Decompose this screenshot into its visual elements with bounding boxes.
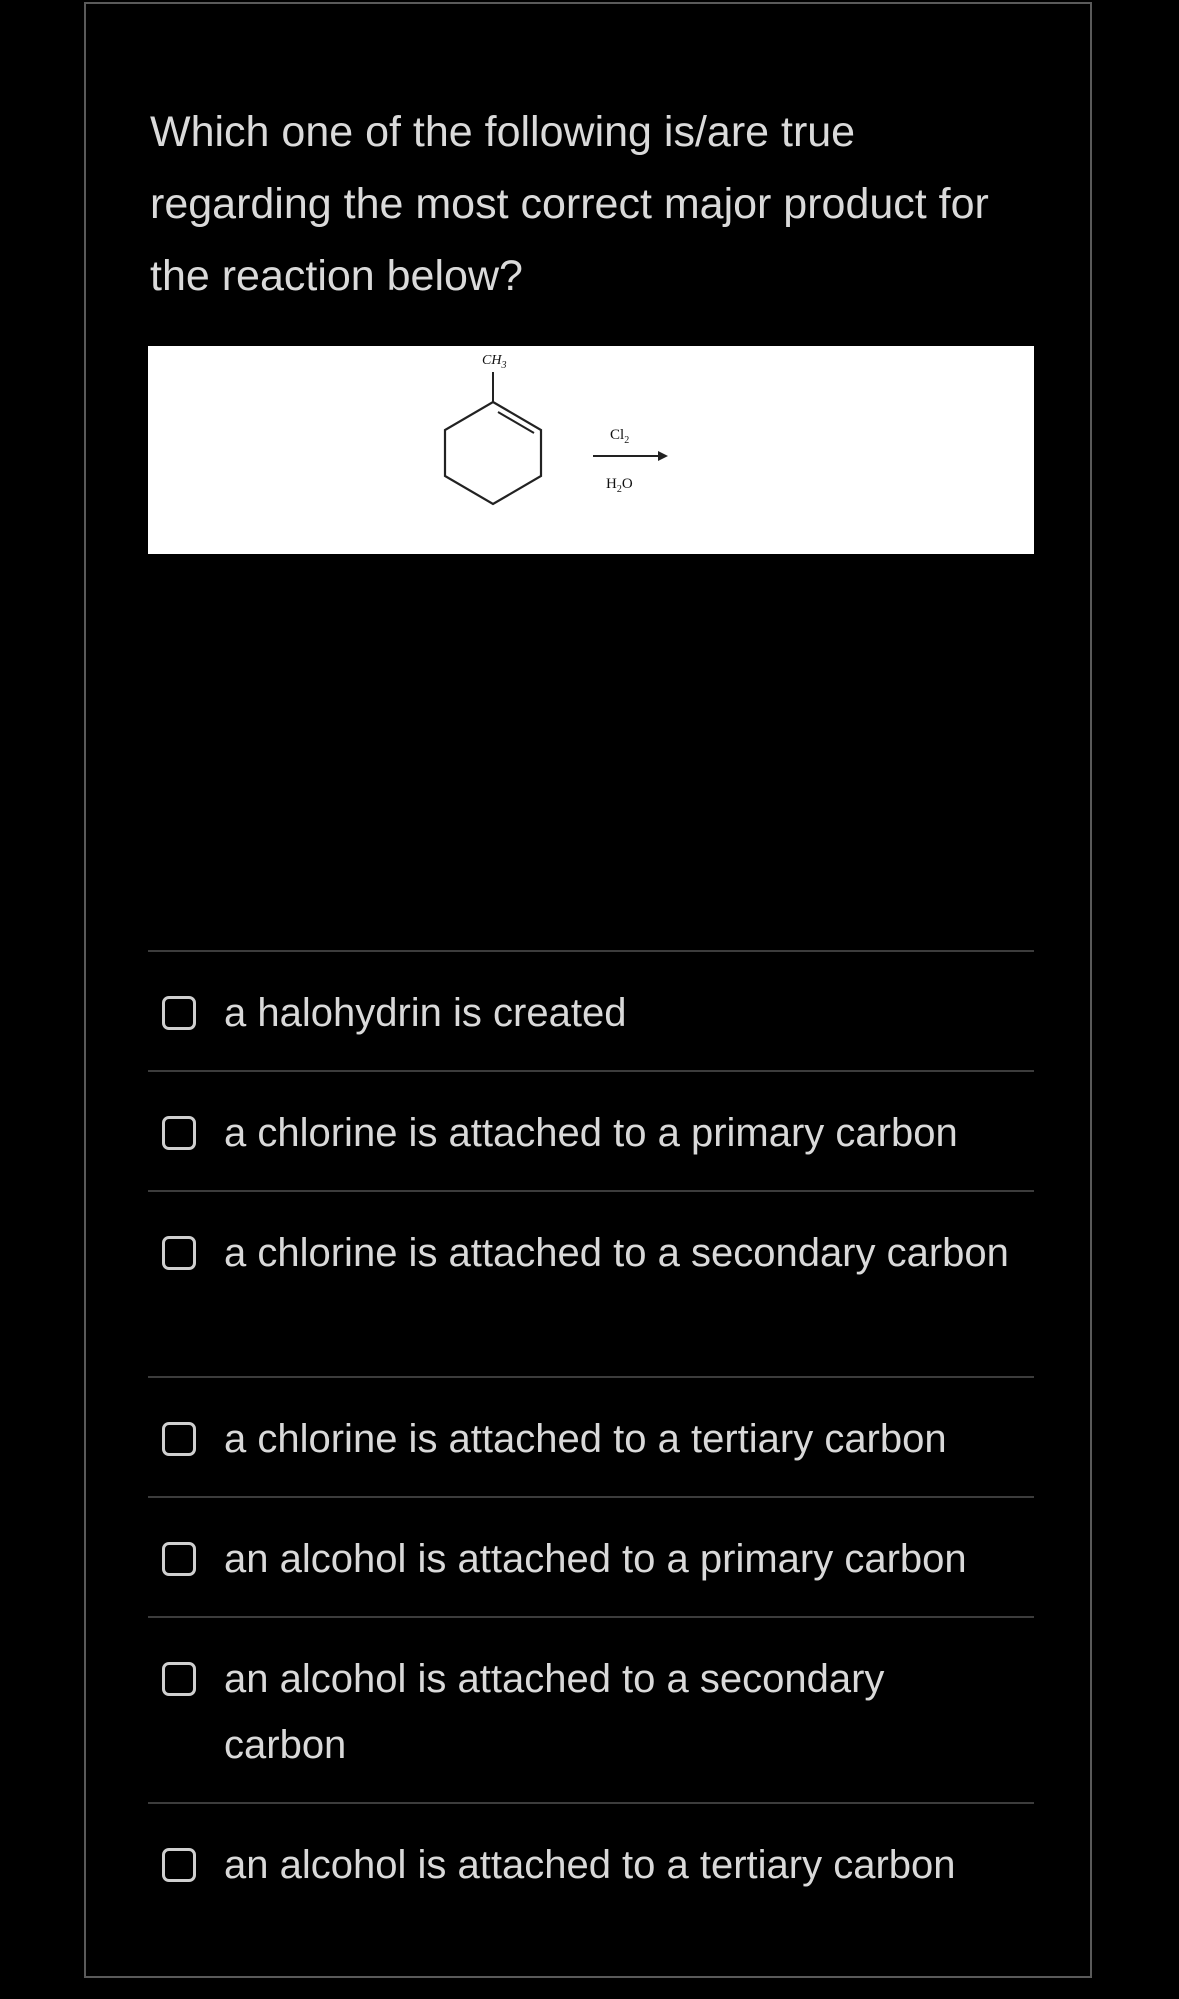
answer-options xyxy=(148,950,1034,1924)
option-chlorine-secondary[interactable] xyxy=(148,1192,1034,1378)
checkbox-icon[interactable] xyxy=(162,1116,196,1150)
option-label: an alcohol is attached to a primary carbon xyxy=(224,1537,967,1581)
reagent-chlorine: $Cl_2$ xyxy=(610,427,630,446)
option-label: an alcohol is attached to a tertiary carbon xyxy=(224,1843,956,1887)
option-label: a chlorine is attached to a secondary carbon xyxy=(224,1231,1009,1275)
methyl-label: $CH_3$ xyxy=(482,353,507,371)
reaction-arrow-head xyxy=(658,451,668,461)
option-alcohol-primary[interactable] xyxy=(148,1498,1034,1618)
question-card xyxy=(84,2,1092,1978)
question-text: Which one of the following is/are true regarding the most correct major product for the reaction below? xyxy=(150,108,989,300)
option-alcohol-secondary[interactable] xyxy=(148,1618,1034,1804)
checkbox-icon[interactable] xyxy=(162,1236,196,1270)
checkbox-icon[interactable] xyxy=(162,1542,196,1576)
option-halohydrin[interactable] xyxy=(148,952,1034,1072)
option-label: an alcohol is attached to a secondary carbon xyxy=(224,1657,885,1767)
cyclohexene-ring xyxy=(445,402,541,504)
option-chlorine-tertiary[interactable] xyxy=(148,1378,1034,1498)
checkbox-icon[interactable] xyxy=(162,1848,196,1882)
option-alcohol-tertiary[interactable] xyxy=(148,1804,1034,1924)
reaction-scheme xyxy=(148,346,1034,554)
option-label: a chlorine is attached to a primary carbon xyxy=(224,1111,958,1155)
reagent-water: $H_2O$ xyxy=(606,476,633,495)
checkbox-icon[interactable] xyxy=(162,1662,196,1696)
checkbox-icon[interactable] xyxy=(162,996,196,1030)
checkbox-icon[interactable] xyxy=(162,1422,196,1456)
reaction-image xyxy=(148,346,1034,554)
option-chlorine-primary[interactable] xyxy=(148,1072,1034,1192)
option-label: a halohydrin is created xyxy=(224,991,627,1035)
option-label: a chlorine is attached to a tertiary carbon xyxy=(224,1417,947,1461)
